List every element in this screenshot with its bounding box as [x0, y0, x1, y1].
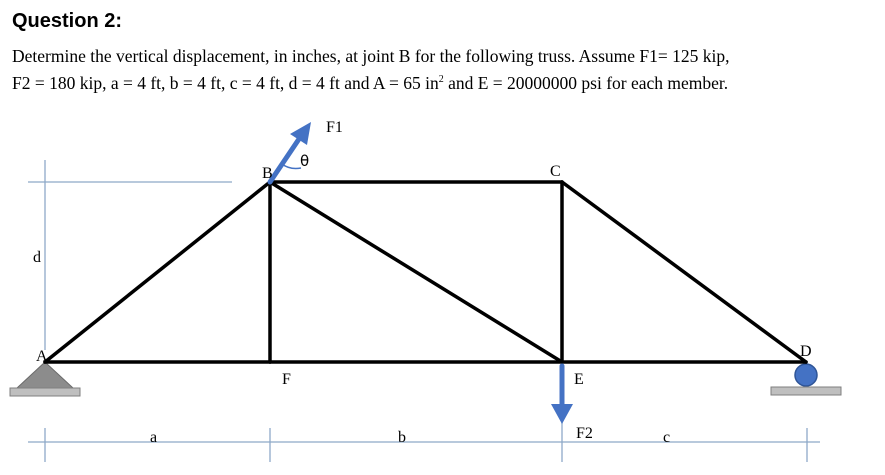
dimension-label-c: c: [663, 429, 671, 446]
problem-line-1: Determine the vertical displacement, in inches, at joint B for the following truss. Assume F1= 125 kip,: [12, 46, 730, 66]
joint-label-f: F: [282, 371, 291, 388]
joint-label-e: E: [574, 371, 584, 388]
member-cd: [562, 182, 806, 362]
roller-circle: [795, 364, 817, 386]
pin-support-triangle: [17, 362, 73, 388]
force-f2-label: F2: [576, 425, 593, 442]
truss-members: [45, 182, 806, 362]
dimension-label-a: a: [150, 429, 158, 446]
roller-support-d: [771, 364, 841, 395]
joint-label-d: D: [800, 343, 812, 360]
area-unit-exponent: 2: [438, 74, 444, 85]
force-f1-head: [290, 122, 311, 145]
joint-label-a: A: [36, 348, 48, 365]
pin-support-a: [10, 362, 80, 396]
member-ab: [45, 182, 270, 362]
joint-label-b: B: [262, 165, 273, 182]
pin-support-ground: [10, 388, 80, 396]
dimension-lines: [28, 160, 820, 462]
force-f2-head: [551, 404, 573, 424]
force-f2-arrow: [551, 366, 573, 424]
dimension-label-b: b: [398, 429, 406, 446]
problem-line-2-text: F2 = 180 kip, a = 4 ft, b = 4 ft, c = 4 ft, d = 4 ft and A = 65 in: [12, 72, 439, 93]
question-heading: Question 2:: [12, 10, 123, 32]
joint-label-c: C: [550, 163, 561, 180]
roller-support-ground: [771, 387, 841, 395]
problem-line-2-text-end: and E = 20000000 psi for each member.: [443, 72, 729, 93]
force-f1-label: F1: [326, 119, 343, 136]
angle-arc: [282, 164, 301, 169]
member-be: [270, 182, 562, 362]
force-f1-shaft: [270, 136, 301, 182]
angle-theta-label: θ: [300, 152, 310, 170]
dimension-label-d: d: [33, 249, 41, 266]
